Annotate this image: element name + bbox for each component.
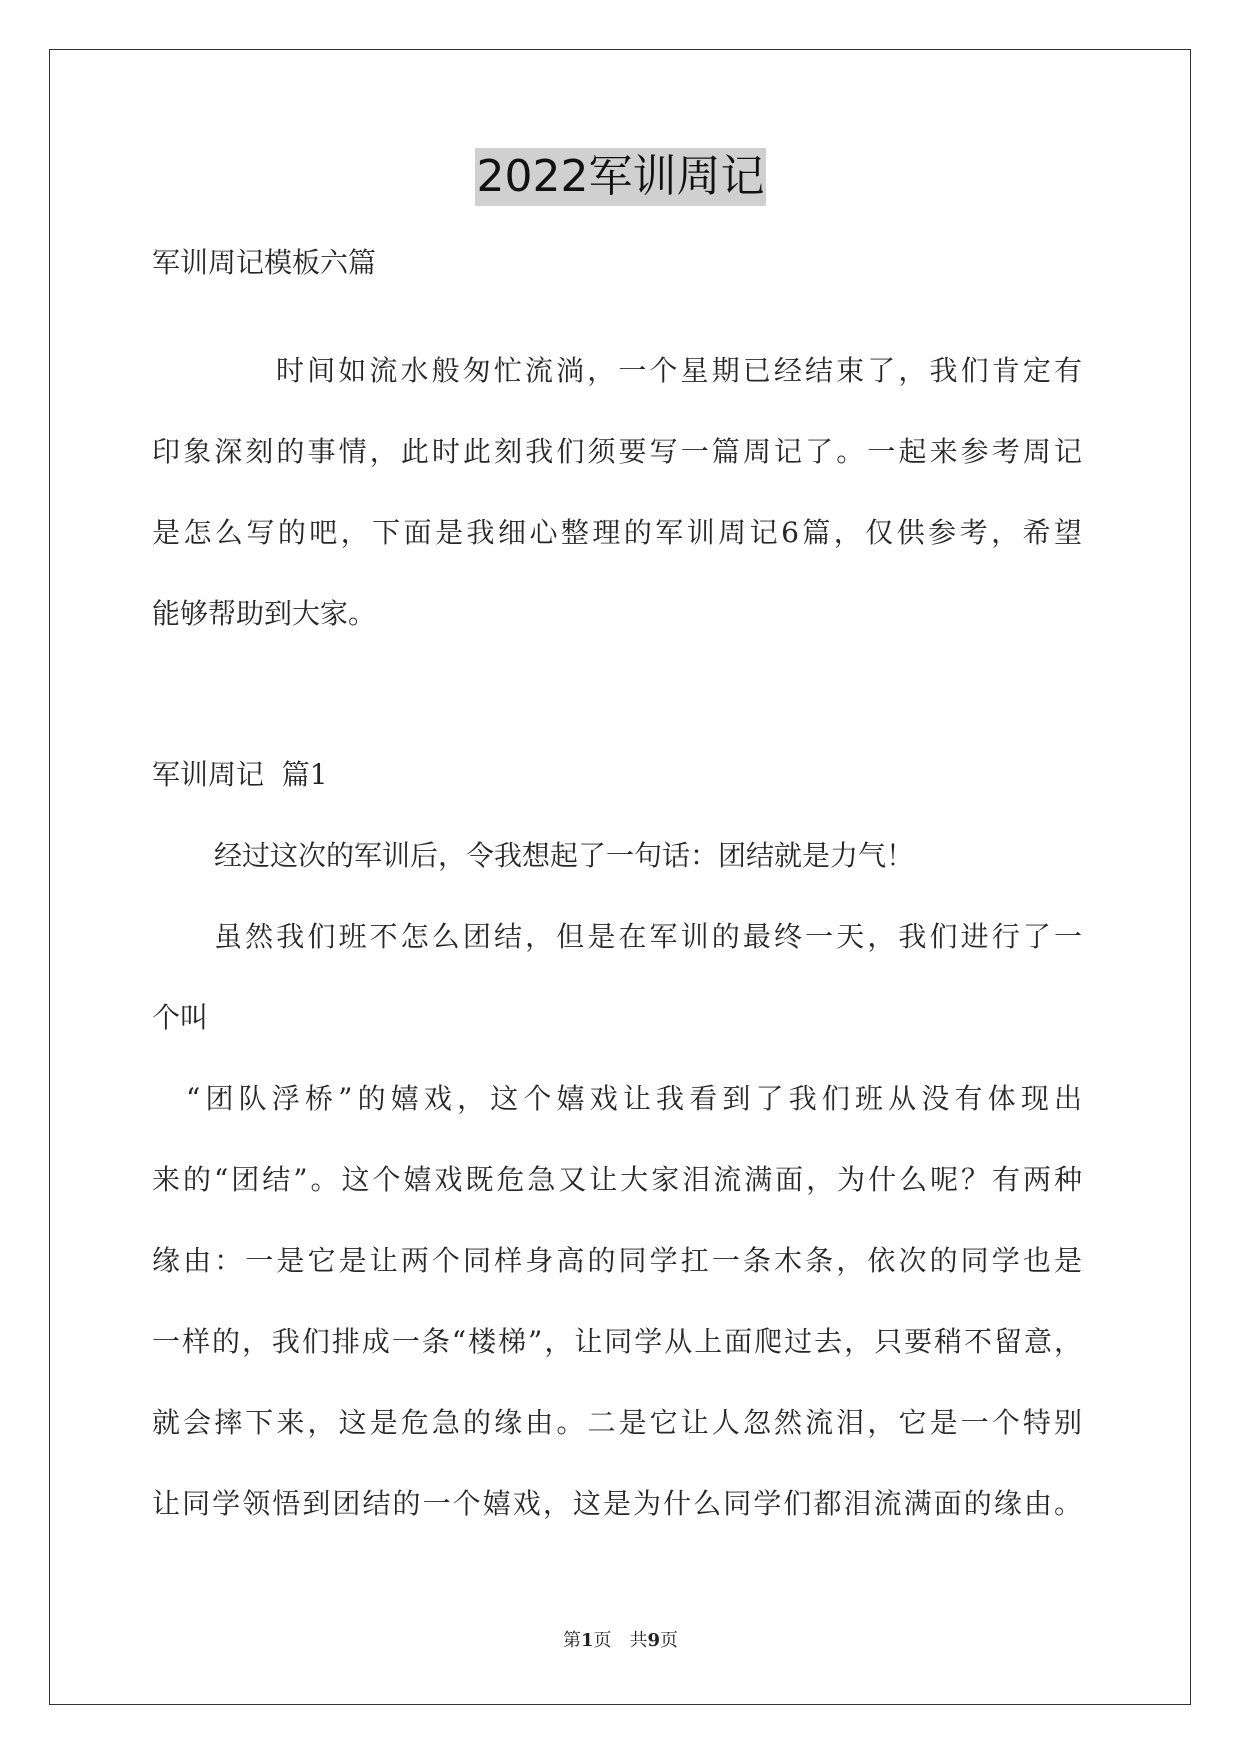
paragraph-line: 就会摔下来，这是危急的缘由。二是它让人忽然流泪，它是一个特别	[152, 1406, 1082, 1439]
document-title: 2022军训周记	[475, 148, 767, 206]
intro-line: 是怎么写的吧，下面是我细心整理的军训周记6篇，仅供参考，希望	[152, 516, 1082, 549]
intro-line: 时间如流水般匆忙流淌，一个星期已经结束了，我们肯定有	[276, 354, 1082, 387]
paragraph-line: 虽然我们班不怎么团结，但是在军训的最终一天，我们进行了一	[214, 920, 1082, 953]
paragraph-line: 让同学领悟到团结的一个嬉戏，这是为什么同学们都泪流满面的缘由。	[152, 1487, 1082, 1520]
paragraph-line: 一样的，我们排成一条“楼梯”，让同学从上面爬过去，只要稍不留意，	[152, 1325, 1082, 1358]
current-page-number: 1	[580, 1630, 594, 1651]
total-page-number: 9	[647, 1630, 661, 1651]
intro-line: 印象深刻的事情，此时此刻我们须要写一篇周记了。一起来参考周记	[152, 435, 1082, 468]
intro-line: 能够帮助到大家。	[152, 597, 377, 630]
footer-mid: 页 共	[593, 1630, 648, 1651]
footer-suffix: 页	[660, 1630, 679, 1651]
paragraph-line: 经过这次的军训后，令我想起了一句话：团结就是力气！	[214, 839, 915, 872]
paragraph-line: “团队浮桥”的嬉戏，这个嬉戏让我看到了我们班从没有体现出	[186, 1082, 1082, 1115]
paragraph-line: 个叫	[152, 1001, 209, 1034]
paragraph-line: 来的“团结”。这个嬉戏既危急又让大家泪流满面，为什么呢？有两种	[152, 1163, 1082, 1196]
document-subtitle: 军训周记模板六篇	[152, 246, 377, 279]
section-heading: 军训周记 篇1	[152, 758, 328, 791]
paragraph-line: 缘由：一是它是让两个同样身高的同学扛一条木条，依次的同学也是	[152, 1244, 1082, 1277]
title-container	[0, 148, 1241, 206]
page-footer	[0, 1626, 1241, 1652]
page-border	[49, 49, 1191, 1705]
footer-prefix: 第	[562, 1630, 581, 1651]
